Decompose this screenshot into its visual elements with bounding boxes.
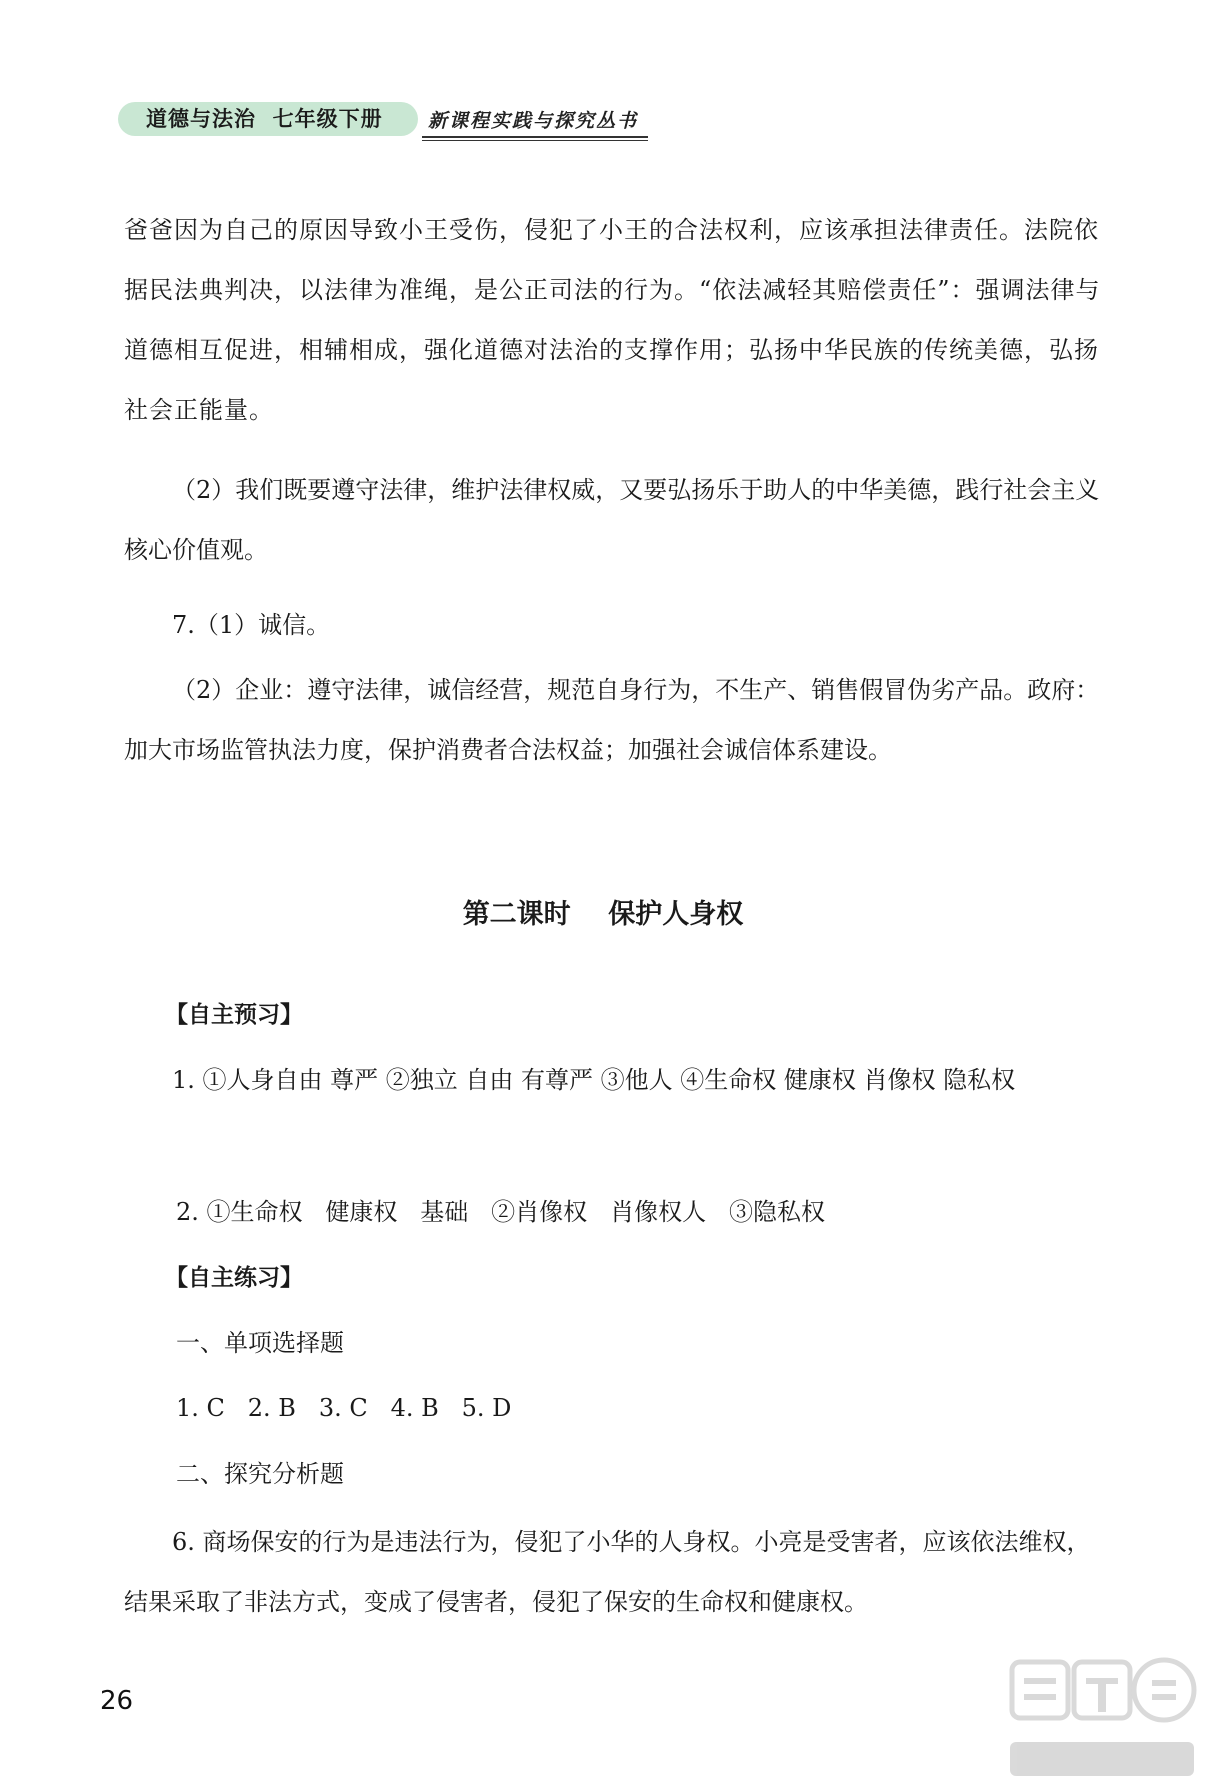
answer-7-1: 7.（1）诚信。 — [172, 611, 331, 639]
running-header — [110, 96, 650, 140]
answer-paragraph-1: 爸爸因为自己的原因导致小王受伤，侵犯了小王的合法权利，应该承担法律责任。法院依据民法典判决，以法律为准绳，是公正司法的行为。“依法减轻其赔偿责任”：强调法律与道德相互促进，相辅相成，强化道德对法治的支撑作用；弘扬中华民族的传统美德，弘扬社会正能量。 — [124, 216, 1101, 424]
single-choice-answers: 1. C 2. B 3. C 4. B 5. D — [176, 1394, 512, 1422]
section-single-choice: 一、单项选择题 — [176, 1329, 344, 1357]
header-rule — [422, 136, 648, 138]
series-name: 新课程实践与探究丛书 — [428, 110, 639, 132]
header-rule-thin — [422, 140, 648, 141]
preview-answer-1: 1. ①人身自由 尊严 ②独立 自由 有尊严 ③他人 ④生命权 健康权 肖像权 隐私权 — [172, 1066, 1016, 1094]
preview-answer-2: 2. ①生命权 健康权 基础 ②肖像权 肖像权人 ③隐私权 — [176, 1198, 825, 1226]
book-title: 道德与法治 七年级下册 — [146, 107, 383, 131]
lesson-title: 第二课时 保护人身权 — [462, 899, 744, 930]
page-number: 26 — [100, 1686, 134, 1716]
answer-7-2: （2）企业：遵守法律，诚信经营，规范自身行为，不生产、销售假冒伪劣产品。政府：加大市场监管执法力度，保护消费者合法权益；加强社会诚信体系建设。 — [124, 676, 1100, 764]
answer-paragraph-2: （2）我们既要遵守法律，维护法律权威，又要弘扬乐于助人的中华美德，践行社会主义核心价值观。 — [124, 476, 1100, 564]
section-analysis: 二、探究分析题 — [176, 1460, 344, 1488]
preview-heading: 【自主预习】 — [165, 1002, 303, 1028]
watermark-logo — [1002, 1650, 1202, 1790]
analysis-answer-6: 6. 商场保安的行为是违法行为，侵犯了小华的人身权。小亮是受害者，应该依法维权，结果采取了非法方式，变成了侵害者，侵犯了保安的生命权和健康权。 — [124, 1528, 1091, 1616]
practice-heading: 【自主练习】 — [165, 1265, 303, 1291]
